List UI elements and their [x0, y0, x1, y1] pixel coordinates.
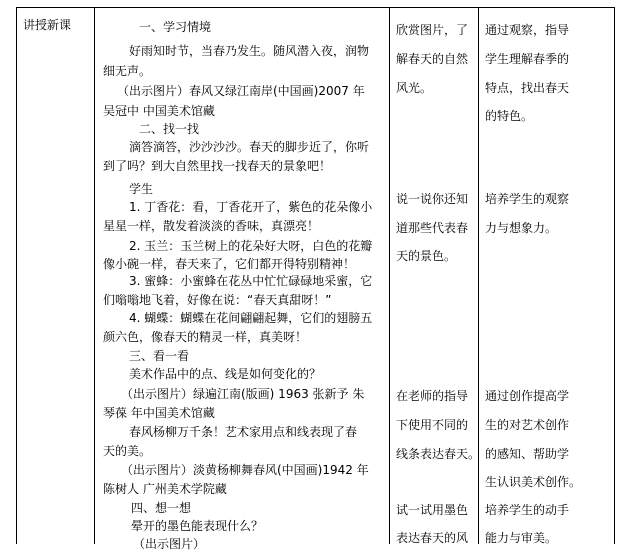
content-line: 琴葆 年中国美术馆藏 [103, 406, 215, 420]
intent-text: 能力与审美。 [485, 531, 558, 545]
content-line: 1. 丁香花：看，丁香花开了，紫色的花朵像小 [129, 200, 373, 214]
content-line: （出示图片） [133, 537, 206, 551]
col-border-left [16, 7, 17, 544]
content-line: （出示图片）绿遍江南(版画) 1963 张新予 朱 [121, 387, 365, 401]
content-line: 春风杨柳万千条！艺术家用点和线表现了春 [129, 425, 358, 439]
content-line: 像小碗一样，春天来了，它们都开得特别精神！ [103, 257, 356, 271]
content-line: 学生 [129, 182, 154, 196]
intent-text: 的感知、帮助学 [485, 447, 570, 461]
content-line: 晕开的墨色能表现什么？ [131, 519, 264, 533]
intent-text: 培养学生的动手 [485, 503, 570, 517]
content-line: 滴答滴答，沙沙沙沙。春天的脚步近了，你听 [129, 140, 370, 154]
intent-text: 生的对艺术创作 [485, 418, 570, 432]
content-line: 天的美。 [103, 444, 152, 458]
content-line: 吴冠中 中国美术馆藏 [103, 104, 215, 118]
content-line: 美术作品中的点、线是如何变化的？ [129, 367, 322, 381]
activity-text: 欣赏图片，了 [396, 23, 469, 37]
intent-text: 生认识美术创作。 [485, 475, 582, 489]
content-line: 到了吗？到大自然里找一找春天的景象吧！ [103, 159, 332, 173]
intent-text: 力与想象力。 [485, 221, 558, 235]
content-line: 陈树人 广州美术学院藏 [103, 482, 227, 496]
activity-text: 道那些代表春 [396, 221, 469, 235]
content-line: 们嗡嗡地飞着，好像在说：“春天真甜呀！” [103, 293, 332, 307]
content-line: 2. 玉兰：玉兰树上的花朵好大呀，白色的花瓣 [129, 239, 373, 253]
activity-text: 解春天的自然 [396, 52, 469, 66]
activity-text: 天的景色。 [396, 249, 457, 263]
col-border-3 [478, 7, 479, 544]
content-line: 一、学习情境 [139, 20, 212, 34]
activity-text: 说一说你还知 [396, 192, 469, 206]
content-line: 3. 蜜蜂：小蜜蜂在花丛中忙忙碌碌地采蜜，它 [129, 274, 373, 288]
row-label: 讲授新课 [23, 18, 72, 32]
content-line: 好雨知时节，当春乃发生。随风潜入夜，润物 [129, 44, 370, 58]
intent-text: 的特色。 [485, 109, 534, 123]
intent-text: 通过创作提高学 [485, 389, 570, 403]
content-line: 细无声。 [103, 64, 152, 78]
col-border-2 [389, 7, 390, 544]
content-line: 4. 蝴蝶：蝴蝶在花间翩翩起舞，它们的翅膀五 [129, 311, 373, 325]
content-line: 四、想一想 [131, 501, 192, 515]
intent-text: 培养学生的观察 [485, 192, 570, 206]
col-border-1 [94, 7, 95, 544]
content-line: （出示图片）淡黄杨柳舞春风(中国画)1942 年 [121, 463, 369, 477]
intent-text: 特点，找出春天 [485, 81, 570, 95]
activity-text: 线条表达春天。 [396, 447, 481, 461]
content-line: 二、找一找 [139, 122, 200, 136]
intent-text: 学生理解春季的 [485, 52, 570, 66]
intent-text: 通过观察，指导 [485, 23, 570, 37]
content-line: 星星一样，散发着淡淡的香味，真漂亮！ [103, 219, 320, 233]
content-line: 三、看一看 [129, 349, 190, 363]
table-top-border [16, 7, 615, 8]
col-border-right [614, 7, 615, 544]
content-line: 颜六色，像春天的精灵一样，真美呀！ [103, 330, 308, 344]
activity-text: 试一试用墨色 [396, 503, 469, 517]
activity-text: 在老师的指导 [396, 389, 469, 403]
content-line: （出示图片）春风又绿江南岸(中国画)2007 年 [117, 84, 365, 98]
activity-text: 表达春天的风 [396, 531, 469, 545]
activity-text: 风光。 [396, 81, 433, 95]
activity-text: 下使用不同的 [396, 418, 469, 432]
